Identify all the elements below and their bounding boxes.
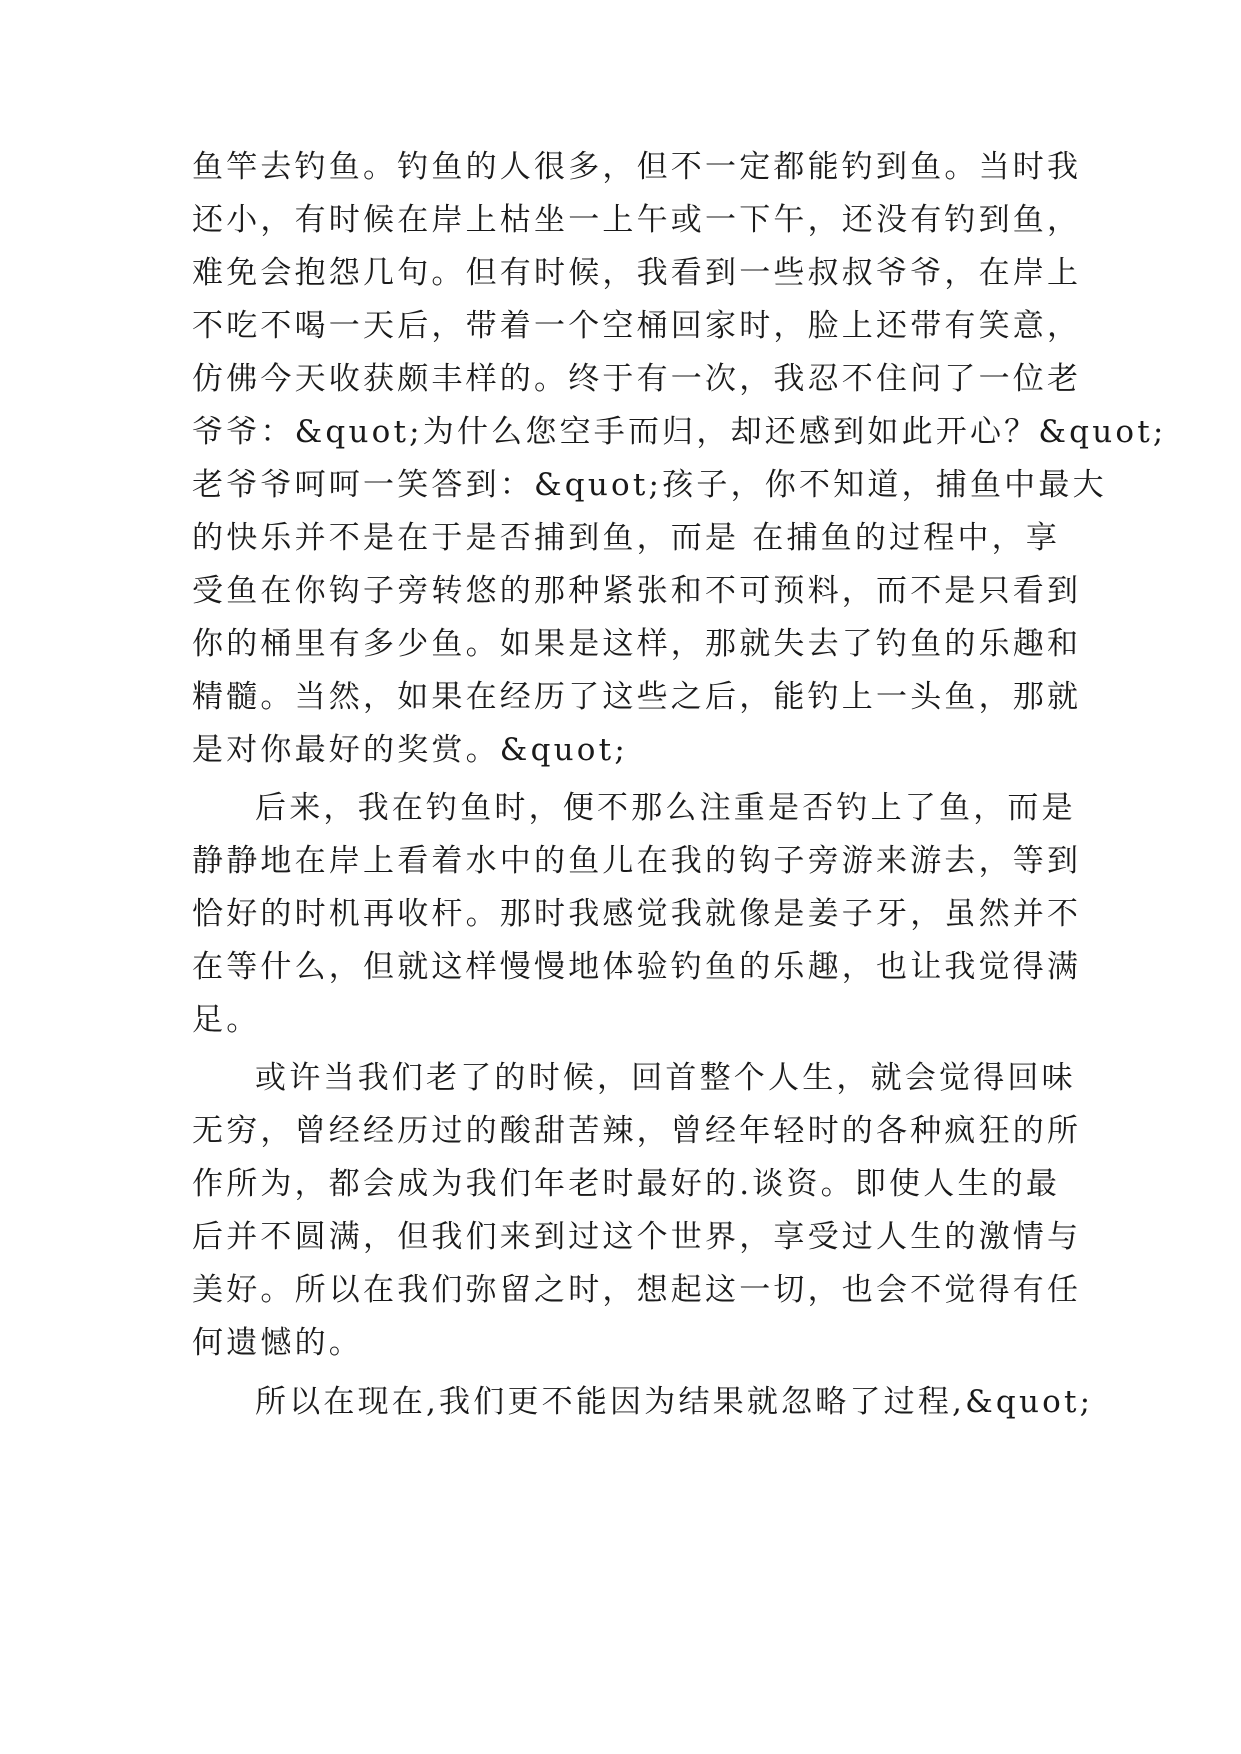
text-line: 不吃不喝一天后，带着一个空桶回家时，脸上还带有笑意， <box>192 308 1082 344</box>
text-line: 何遗憾的。 <box>192 1325 363 1361</box>
paragraph-first-line: 所以在现在,我们更不能因为结果就忽略了过程,&quot; <box>255 1384 1094 1420</box>
text-line: 仿佛今天收获颇丰样的。终于有一次，我忍不住问了一位老 <box>192 361 1082 397</box>
paragraph-first-line: 或许当我们老了的时候，回首整个人生，就会觉得回味 <box>255 1060 1076 1096</box>
text-line: 老爷爷呵呵一笑答到：&quot;孩子，你不知道，捕鱼中最大 <box>192 467 1107 503</box>
text-line: 受鱼在你钩子旁转悠的那种紧张和不可预料，而不是只看到 <box>192 573 1082 609</box>
text-line: 静静地在岸上看着水中的鱼儿在我的钩子旁游来游去，等到 <box>192 843 1082 879</box>
text-line: 爷爷：&quot;为什么您空手而归，却还感到如此开心？&quot; <box>192 414 1167 450</box>
text-line: 难免会抱怨几句。但有时候，我看到一些叔叔爷爷，在岸上 <box>192 255 1082 291</box>
paragraph-first-line: 后来，我在钓鱼时，便不那么注重是否钓上了鱼，而是 <box>255 790 1076 826</box>
text-line: 鱼竿去钓鱼。钓鱼的人很多，但不一定都能钓到鱼。当时我 <box>192 149 1082 185</box>
text-line: 还小，有时候在岸上枯坐一上午或一下午，还没有钓到鱼， <box>192 202 1082 238</box>
text-line: 无穷，曾经经历过的酸甜苦辣，曾经年轻时的各种疯狂的所 <box>192 1113 1082 1149</box>
text-line: 是对你最好的奖赏。&quot; <box>192 732 628 768</box>
text-line: 恰好的时机再收杆。那时我感觉我就像是姜子牙，虽然并不 <box>192 896 1082 932</box>
text-line: 后并不圆满，但我们来到过这个世界，享受过人生的激情与 <box>192 1219 1082 1255</box>
text-line: 足。 <box>192 1002 261 1038</box>
text-line: 作所为，都会成为我们年老时最好的.谈资。即使人生的最 <box>192 1166 1061 1202</box>
text-line: 精髓。当然，如果在经历了这些之后，能钓上一头鱼，那就 <box>192 679 1082 715</box>
text-line: 你的桶里有多少鱼。如果是这样，那就失去了钓鱼的乐趣和 <box>192 626 1082 662</box>
text-line: 的快乐并不是在于是否捕到鱼，而是 在捕鱼的过程中，享 <box>192 520 1061 556</box>
text-line: 美好。所以在我们弥留之时，想起这一切，也会不觉得有任 <box>192 1272 1082 1308</box>
text-line: 在等什么，但就这样慢慢地体验钓鱼的乐趣，也让我觉得满 <box>192 949 1082 985</box>
